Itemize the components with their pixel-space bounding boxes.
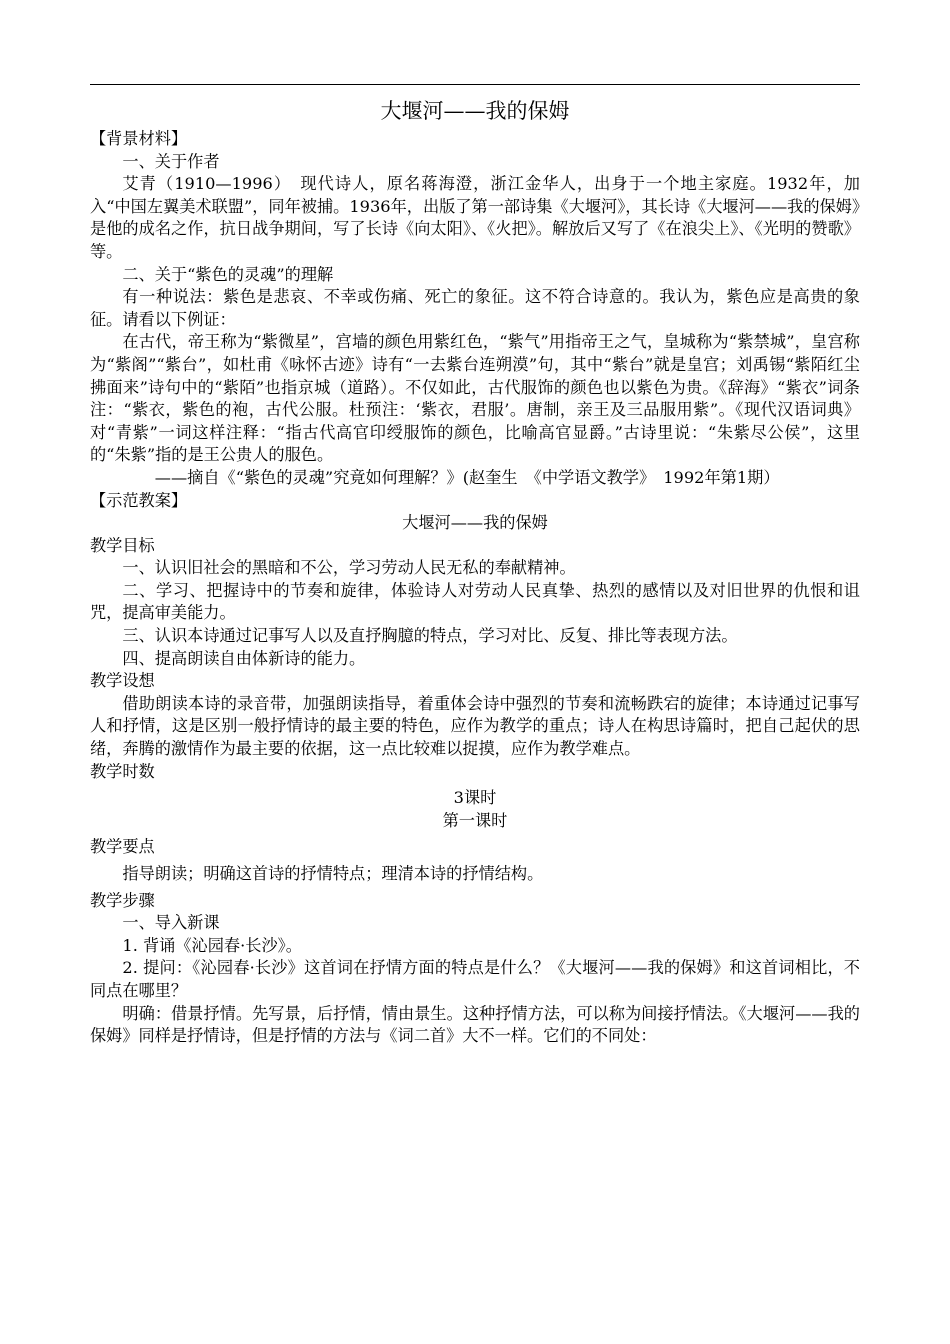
goal-item-2: 二、学习、把握诗中的节奏和旋律，体验诗人对劳动人民真挚、热烈的感情以及对旧世界的仇恨和诅咒，提高审美能力。 [90,580,860,623]
purple-paragraph-1: 有一种说法：紫色是悲哀、不幸或伤痛、死亡的象征。这不符合诗意的。我认为，紫色应是高贵的象征。请看以下例证： [90,287,860,329]
section2-heading: 二、关于“紫色的灵魂”的理解 [122,264,334,284]
top-rule [90,84,860,85]
section1-heading: 一、关于作者 [122,151,220,171]
step1-item-2: 2. 提问：《沁园春·长沙》这首词在抒情方面的特点是什么？《大堰河——我的保姆》和这首词相比，不同点在哪里？ [90,958,860,1000]
background-heading: 【背景材料】 [90,129,188,148]
document-body [90,128,860,1048]
purple-paragraph-2: 在古代，帝王称为“紫微星”，宫墙的颜色用紫红色，“紫气”用指帝王之气，皇城称为“紫禁城”，皇宫称为“紫阁”“紫台”，如杜甫《咏怀古迹》诗有“一去紫台连朔漠”句，其中“紫台”就是皇宫；刘禹锡“紫陌红尘拂面来”诗句中的“紫陌”也指京城（道路）。不仅如此，古代服饰的颜色也以紫色为贵。《辞海》“紫衣”词条注：“紫衣，紫色的袍，古代公服。杜预注：‘紫衣，君服’。唐制，亲王及三品服用紫”。《现代汉语词典》对“青紫”一词这样注释：“指古代高官印绶服饰的颜色，比喻高官显爵。”古诗里说：“朱紫尽公侯”，这里的“朱紫”指的是王公贵人的服色。 [90,332,860,465]
time-value: 3课时 [453,788,497,808]
goals-heading: 教学目标 [90,535,155,555]
lesson-plan-title: 大堰河——我的保姆 [402,513,548,533]
lesson-plan-heading: 【示范教案】 [90,490,188,510]
idea-paragraph: 借助朗读本诗的录音带，加强朗读指导，着重体会诗中强烈的节奏和流畅跌宕的旋律；本诗通过记事写人和抒情，这是区别一般抒情诗的最主要的特色，应作为教学的重点；诗人在构思诗篇时，把自己起伏的思绪，奔腾的激情作为最主要的依据，这一点比较难以捉摸，应作为教学难点。 [90,693,860,759]
idea-heading: 教学设想 [90,671,155,691]
time-heading: 教学时数 [90,761,155,781]
document-title: 大堰河——我的保姆 [380,99,570,123]
step1-item-1: 1. 背诵《沁园春·长沙》。 [122,935,302,955]
author-paragraph: 艾青（1910—1996） 现代诗人，原名蒋海澄，浙江金华人，出身于一个地主家庭。1932年，加入“中国左翼美术联盟”，同年被捕。1936年，出版了第一部诗集《大堰河》，其长诗《大堰河——我的保姆》是他的成名之作，抗日战争期间，写了长诗《向太阳》、《火把》。解放后又写了《在浪尖上》、《光明的赞歌》等。 [90,174,860,261]
step1-heading: 一、导入新课 [122,913,220,933]
source-citation: ——摘自《“紫色的灵魂”究竟如何理解？》(赵奎生 《中学语文教学》 1992年第1期） [154,467,780,487]
goal-item-1: 一、认识旧社会的黑暗和不公，学习劳动人民无私的奉献精神。 [122,558,576,578]
step1-answer: 明确：借景抒情。先写景，后抒情，情由景生。这种抒情方法，可以称为间接抒情法。《大堰河——我的保姆》同样是抒情诗，但是抒情的方法与《词二首》大不一样。它们的不同处： [90,1003,860,1046]
steps-heading: 教学步骤 [90,890,155,910]
lesson1-heading: 第一课时 [442,810,508,830]
key-points-paragraph: 指导朗读；明确这首诗的抒情特点；理清本诗的抒情结构。 [122,864,544,883]
goal-item-4: 四、提高朗读自由体新诗的能力。 [122,648,366,668]
goal-item-3: 三、认识本诗通过记事写人以及直抒胸臆的特点，学习对比、反复、排比等表现方法。 [122,626,738,646]
key-points-heading: 教学要点 [90,837,155,857]
